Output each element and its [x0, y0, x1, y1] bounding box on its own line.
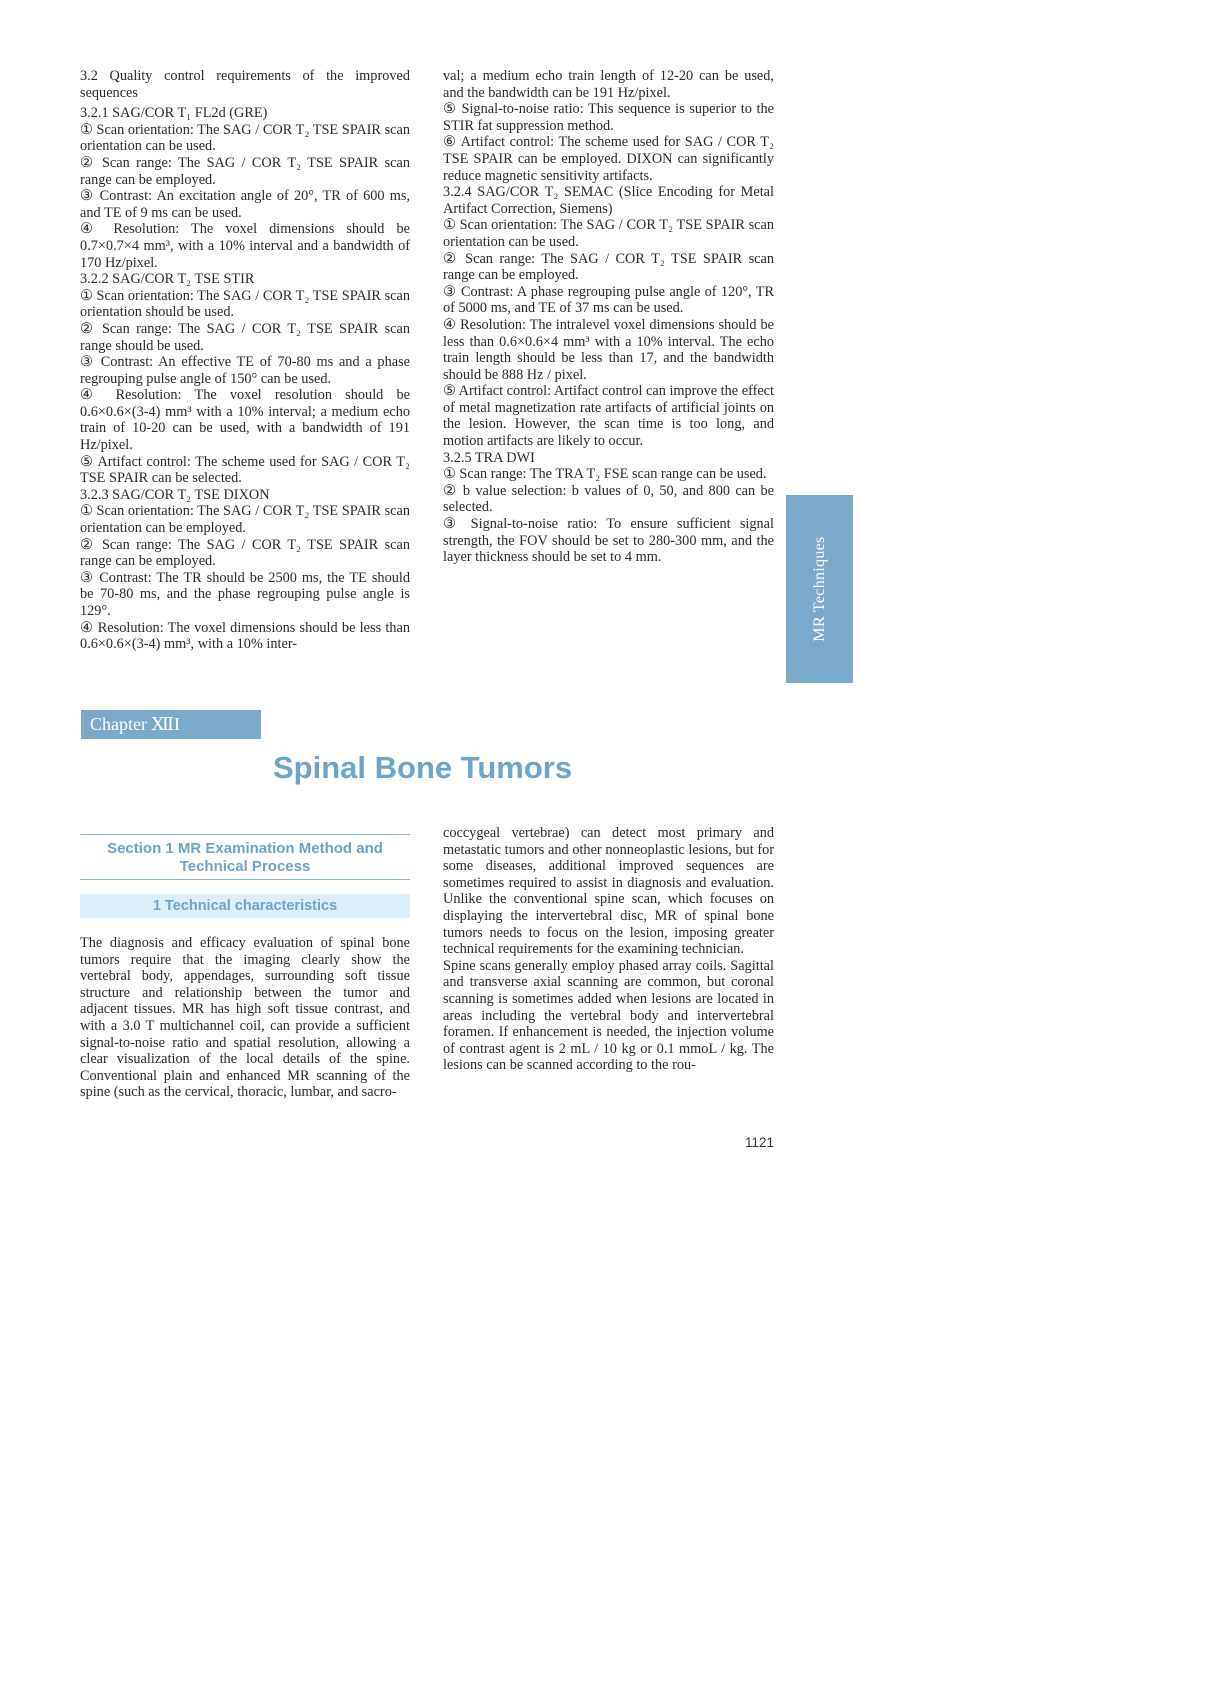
paragraph: ① Scan orientation: The SAG / COR T₂ TSE SPAIR scan orientation can be used. [80, 121, 410, 155]
paragraph: ① Scan orientation: The SAG / COR T₂ TSE SPAIR scan orientation can be employed. [80, 503, 410, 537]
paragraph: ④ Resolution: The intralevel voxel dimensions should be less than 0.6×0.6×4 mm³ with a 10% interval. The echo train length should be less than 17, and the bandwidth should be 888 Hz / pixel. [443, 316, 774, 383]
text-column-1 [80, 68, 410, 653]
paragraph: ④ Resolution: The voxel dimensions should be less than 0.6×0.6×(3-4) mm³, with a 10% inter- [80, 619, 410, 653]
paragraph: ② Scan range: The SAG / COR T₂ TSE SPAIR scan range can be employed. [443, 250, 774, 284]
section-heading: Section 1 MR Examination Method and Technical Process [80, 834, 410, 880]
paragraph: ③ Contrast: The TR should be 2500 ms, the TE should be 70-80 ms, and the phase regrouping pulse angle is 129°. [80, 569, 410, 619]
paragraph: ⑤ Artifact control: The scheme used for SAG / COR T₂ TSE SPAIR can be selected. [80, 453, 410, 487]
text-column-3 [80, 935, 410, 1101]
side-tab [786, 495, 853, 683]
paragraph: Spine scans generally employ phased array coils. Sagittal and transverse axial scanning are common, but coronal scanning is sometimes added when lesions are located in areas including the vertebral body and intervertebral foramen. If enhancement is needed, the injection volume of contrast agent is 2 mL / 10 kg or 0.1 mmoL / kg. The lesions can be scanned according to the rou- [443, 957, 774, 1074]
paragraph: The diagnosis and efficacy evaluation of spinal bone tumors require that the imaging clearly show the vertebral body, appendages, surrounding soft tissue structure and relationship between the tumor and adjacent tissues. MR has high soft tissue contrast, and with a 3.0 T multichannel coil, can provide a sufficient signal-to-noise ratio and spatial resolution, allowing a clear visualization of the local details of the spine. Conventional plain and enhanced MR scanning of the spine (such as the cervical, thoracic, lumbar, and sacro- [80, 935, 410, 1101]
heading-3-2-5: 3.2.5 TRA DWI [443, 449, 535, 466]
heading-3-2-1: 3.2.1 SAG/COR T₁ FL2d (GRE) [80, 105, 268, 122]
paragraph: ② Scan range: The SAG / COR T₂ TSE SPAIR scan range can be employed. [80, 154, 410, 188]
paragraph: ⑥ Artifact control: The scheme used for SAG / COR T₂ TSE SPAIR can be employed. DIXON can significantly reduce magnetic sensitivity artifacts. [443, 134, 774, 184]
paragraph: ② b value selection: b values of 0, 50, and 800 can be selected. [443, 482, 774, 516]
paragraph: ② Scan range: The SAG / COR T₂ TSE SPAIR scan range can be employed. [80, 536, 410, 570]
paragraph: coccygeal vertebrae) can detect most primary and metastatic tumors and other nonneoplastic lesions, but for some diseases, additional improved sequences are sometimes required to assist in diagnosis and evaluation. Unlike the conventional spine scan, which focuses on displaying the intervertebral disc, MR of spinal bone tumors needs to focus on the lesion, imposing greater technical requirements for the examining technician. [443, 825, 774, 958]
paragraph: val; a medium echo train length of 12-20 can be used, and the bandwidth can be 191 Hz/pixel. [443, 68, 774, 101]
paragraph: ⑤ Artifact control: Artifact control can improve the effect of metal magnetization rate artifacts of artificial joints on the lesion. However, the scan time is too long, and motion artifacts are likely to occur. [443, 383, 774, 450]
side-tab-label: MR Techniques [810, 536, 828, 642]
paragraph: ① Scan range: The TRA T₂ FSE scan range can be used. [443, 466, 767, 483]
page-number: 1121 [744, 1135, 774, 1150]
chapter-label: Chapter ⅫI [81, 710, 261, 739]
chapter-title: Spinal Bone Tumors [273, 750, 573, 785]
paragraph: ④ Resolution: The voxel dimensions should be 0.7×0.7×4 mm³, with a 10% interval and a bandwidth of 170 Hz/pixel. [80, 221, 410, 271]
paragraph: ③ Contrast: An excitation angle of 20°, TR of 600 ms, and TE of 9 ms can be used. [80, 188, 410, 221]
paragraph: ⑤ Signal-to-noise ratio: This sequence is superior to the STIR fat suppression method. [443, 101, 774, 134]
heading-3-2: 3.2 Quality control requirements of the improved sequences [80, 68, 410, 101]
text-column-4 [443, 825, 774, 1074]
paragraph: ① Scan orientation: The SAG / COR T₂ TSE SPAIR scan orientation can be used. [443, 217, 774, 250]
heading-3-2-3: 3.2.3 SAG/COR T₂ TSE DIXON [80, 486, 270, 503]
paragraph: ④ Resolution: The voxel resolution should be 0.6×0.6×(3-4) mm³ with a 10% interval; a medium echo train of 10-20 can be used, with a bandwidth of 191 Hz/pixel. [80, 387, 410, 454]
subsection-heading: 1 Technical characteristics [80, 894, 410, 918]
paragraph: ③ Contrast: An effective TE of 70-80 ms and a phase regrouping pulse angle of 150° can be used. [80, 354, 410, 387]
paragraph: ② Scan range: The SAG / COR T₂ TSE SPAIR scan range should be used. [80, 320, 410, 354]
text-column-2 [443, 68, 774, 566]
paragraph: ③ Contrast: A phase regrouping pulse angle of 120°, TR of 5000 ms, and TE of 37 ms can be used. [443, 283, 774, 317]
heading-3-2-4: 3.2.4 SAG/COR T₂ SEMAC (Slice Encoding for Metal Artifact Correction, Siemens) [443, 184, 774, 217]
heading-3-2-2: 3.2.2 SAG/COR T₂ TSE STIR [80, 271, 255, 288]
paragraph: ① Scan orientation: The SAG / COR T₂ TSE SPAIR scan orientation should be used. [80, 287, 410, 321]
paragraph: ③ Signal-to-noise ratio: To ensure sufficient signal strength, the FOV should be set to 280-300 mm, and the layer thickness should be set to 4 mm. [443, 516, 774, 566]
